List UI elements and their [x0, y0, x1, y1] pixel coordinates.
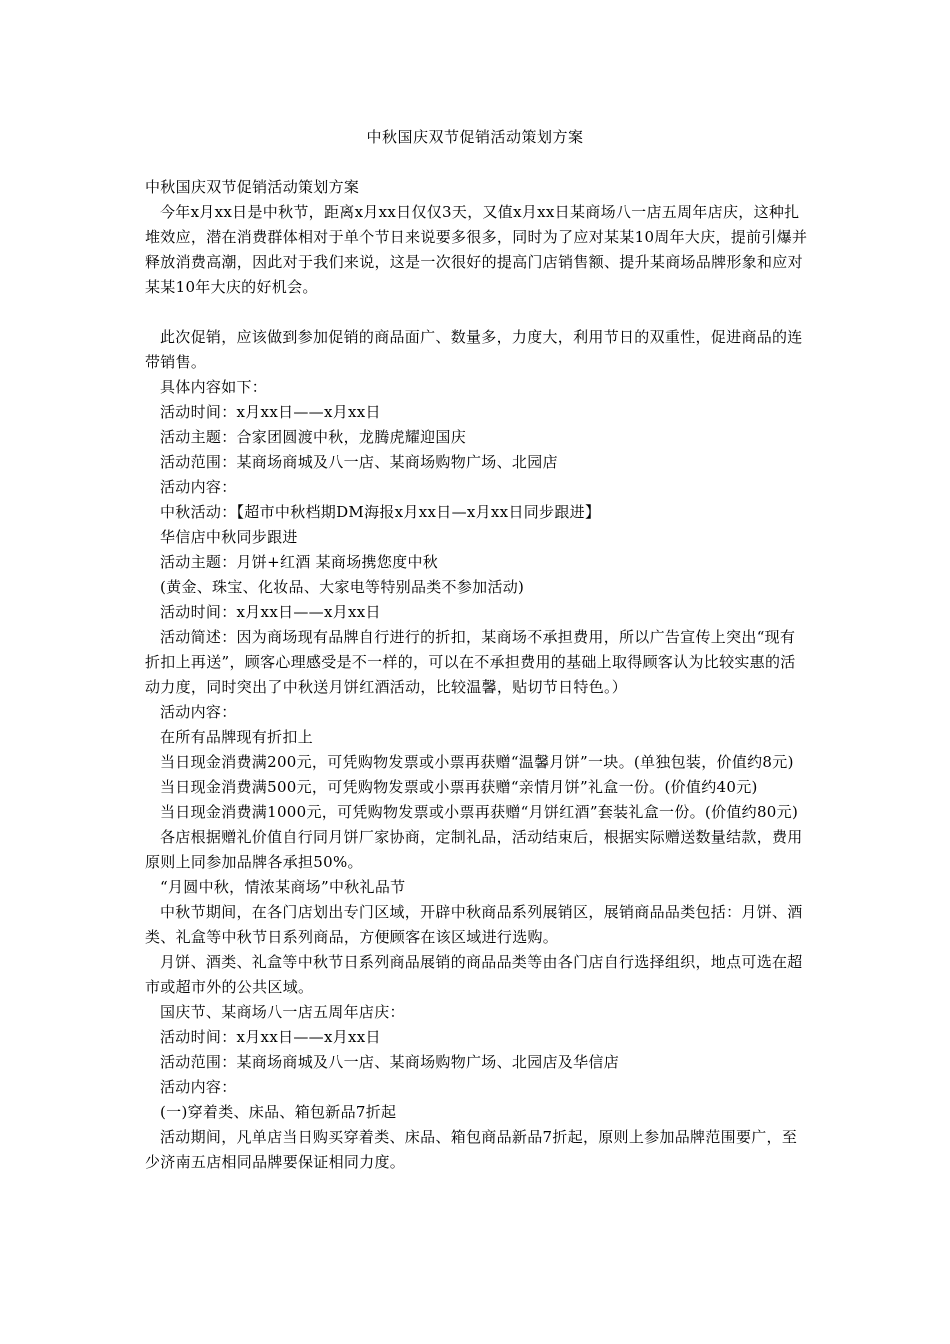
paragraph: 中秋活动：【超市中秋档期DM海报x月xx日—x月xx日同步跟进】: [160, 503, 601, 521]
paragraph: 国庆节、某商场八一店五周年店庆：: [160, 1003, 405, 1021]
paragraph-intro: 今年x月xx日是中秋节，距离x月xx日仅仅3天，又值x月xx日某商场八一店五周年店庆，这种扎堆效应，潜在消费群体相对于单个节日来说要多很多，同时为了应对某某10周年大庆，提前引爆并释放消费高潮，因此对于我们来说，这是一次很好的提高门店销售额、提升某商场品牌形象和应对某某10年大庆的好机会。: [145, 203, 808, 296]
paragraph: 各店根据赠礼价值自行同月饼厂家协商，定制礼品，活动结束后，根据实际赠送数量结款，费用原则上同参加品牌各承担50%。: [145, 828, 803, 871]
blank-line: [145, 300, 810, 325]
paragraph: 活动时间：x月xx日——x月xx日: [160, 1028, 381, 1046]
paragraph: 活动内容：: [160, 478, 237, 496]
paragraph: 活动内容：: [160, 1078, 237, 1096]
paragraph: 活动简述：因为商场现有品牌自行进行的折扣，某商场不承担费用，所以广告宣传上突出“现有折扣上再送”，顾客心理感受是不一样的，可以在不承担费用的基础上取得顾客认为比较实惠的活动力度，同时突出了中秋送月饼红酒活动，比较温馨，贴切节日特色。）: [145, 628, 796, 696]
paragraph: 活动内容：: [160, 703, 237, 721]
paragraph: 在所有品牌现有折扣上: [160, 728, 314, 746]
paragraph: 当日现金消费满1000元，可凭购物发票或小票再获赠“月饼红酒”套装礼盒一份。(价值约80元): [160, 803, 799, 821]
paragraph: 中秋节期间，在各门店划出专门区域，开辟中秋商品系列展销区，展销商品品类包括：月饼、酒类、礼盒等中秋节日系列商品，方便顾客在该区域进行选购。: [145, 903, 803, 946]
paragraph: 活动主题：合家团圆渡中秋，龙腾虎耀迎国庆: [160, 428, 467, 446]
paragraph: (一)穿着类、床品、箱包新品7折起: [160, 1103, 397, 1121]
paragraph: 活动期间，凡单店当日购买穿着类、床品、箱包商品新品7折起，原则上参加品牌范围要广，至少济南五店相同品牌要保证相同力度。: [145, 1128, 798, 1171]
paragraph: 当日现金消费满500元，可凭购物发票或小票再获赠“亲情月饼”礼盒一份。(价值约40元): [160, 778, 758, 796]
paragraph: 月饼、酒类、礼盒等中秋节日系列商品展销的商品品类等由各门店自行选择组织，地点可选在超市或超市外的公共区域。: [145, 953, 803, 996]
paragraph: “月圆中秋，情浓某商场”中秋礼品节: [160, 878, 406, 896]
paragraph: 活动主题：月饼+红酒 某商场携您度中秋: [160, 553, 439, 571]
paragraph-heading: 中秋国庆双节促销活动策划方案: [145, 178, 360, 196]
paragraph: 活动时间：x月xx日——x月xx日: [160, 403, 381, 421]
document-body: [145, 175, 810, 1175]
paragraph: 活动时间：x月xx日——x月xx日: [160, 603, 381, 621]
paragraph: 活动范围：某商场商城及八一店、某商场购物广场、北园店及华信店: [160, 1053, 620, 1071]
paragraph: (黄金、珠宝、化妆品、大家电等特别品类不参加活动): [160, 578, 525, 596]
paragraph: 华信店中秋同步跟进: [160, 528, 298, 546]
paragraph: 活动范围：某商场商城及八一店、某商场购物广场、北园店: [160, 453, 558, 471]
paragraph: 具体内容如下：: [160, 378, 268, 396]
paragraph: 此次促销，应该做到参加促销的商品面广、数量多，力度大，利用节日的双重性，促进商品的连带销售。: [145, 328, 803, 371]
document-title: 中秋国庆双节促销活动策划方案: [366, 128, 584, 146]
paragraph: 当日现金消费满200元，可凭购物发票或小票再获赠“温馨月饼”一块。(单独包装，价值约8元): [160, 753, 794, 771]
